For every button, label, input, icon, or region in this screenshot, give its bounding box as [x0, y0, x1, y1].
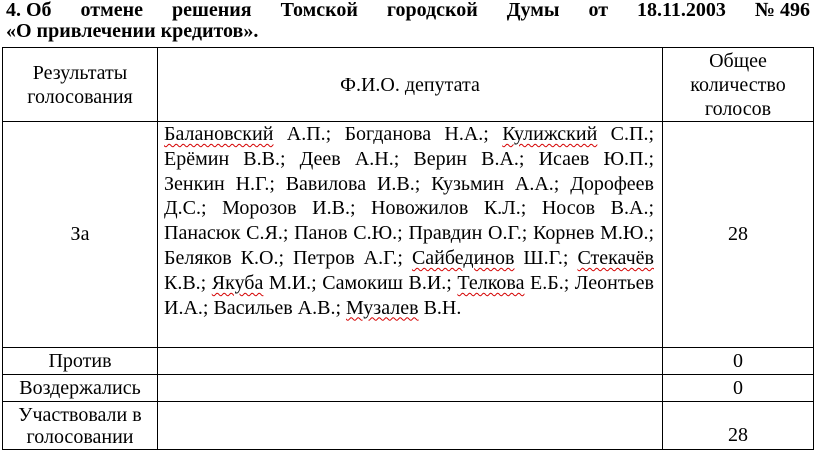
deputy-names-protiv: [158, 348, 663, 375]
header-vote-count: Общее количество голосов: [663, 48, 814, 122]
heading-line-1: [6, 0, 810, 21]
heading-word: решения: [171, 0, 252, 21]
deputy-names-text: К.В.;: [164, 271, 212, 294]
heading-word: от: [588, 0, 609, 21]
header-result: Результаты голосования: [3, 48, 158, 122]
deputy-names-za: [158, 122, 663, 348]
vote-count-protiv: 0: [663, 348, 814, 375]
table-row-protiv: [3, 348, 814, 375]
heading-word: 18.11.2003: [637, 0, 726, 21]
deputy-name-flagged: Телкова: [457, 271, 525, 294]
deputy-names-text: М.И.; Самокиш В.И.;: [263, 271, 458, 294]
deputy-names-text: Е.Б.; Леонтьев И.А.; Васильев А.В.;: [164, 271, 654, 319]
deputy-name-flagged: Балановский: [164, 123, 274, 145]
deputy-name-flagged: Музалев: [346, 296, 419, 319]
table-row-uchastvovali: [3, 402, 814, 450]
result-label-uchastvovali: Участвовали в голосовании: [3, 402, 158, 450]
heading-word: Думы: [506, 0, 560, 21]
agenda-item-heading: [6, 0, 810, 42]
deputy-names-text: С.П.; Ерёмин В.В.; Деев А.Н.; Верин В.А.; Исаев Ю.П.; Зенкин Н.Г.; Вавилова И.В.; Кузьмин А.А.; Дорофеев Д.С.; Морозов И.В.; Новожилов К.Л.; Носов В.А.; Панасюк С.Я.; Панов С.Ю.; Правдин О.Г.; Корнев М.Ю.; Беляков К.О.; Петров А.Г.;: [164, 123, 654, 269]
heading-word: отмене: [80, 0, 143, 21]
header-deputy-name: Ф.И.О. депутата: [158, 48, 663, 122]
voting-results-table: [2, 47, 814, 450]
vote-count-vozderzhalis: 0: [663, 375, 814, 402]
table-row-vozderzhalis: [3, 375, 814, 402]
result-label-za: За: [3, 122, 158, 348]
vote-count-uchastvovali: 28: [663, 402, 814, 450]
deputy-names-text: В.Н.: [418, 296, 462, 319]
deputy-names-uchastvovali: [158, 402, 663, 450]
vote-count-za: 28: [663, 122, 814, 348]
deputy-name-flagged: Стекачёв: [577, 246, 654, 269]
result-label-protiv: Против: [3, 348, 158, 375]
deputy-name-flagged: Кулижский: [502, 123, 598, 145]
deputy-name-flagged: Якуба: [211, 271, 264, 294]
deputy-names-vozderzhalis: [158, 375, 663, 402]
deputy-names-text: А.П.; Богданова Н.А.;: [273, 123, 503, 145]
heading-word: 4. Об: [6, 0, 52, 21]
deputy-names-text: Ш.Г.;: [514, 246, 578, 269]
deputy-name-flagged: Сайбединов: [411, 246, 515, 269]
table-row-za: [3, 122, 814, 348]
table-header-row: [3, 48, 814, 122]
heading-line-2: «О привлечении кредитов».: [6, 20, 259, 42]
heading-word: городской: [386, 0, 478, 21]
heading-word: Томской: [280, 0, 358, 21]
heading-word: № 496: [754, 0, 810, 21]
result-label-vozderzhalis: Воздержались: [3, 375, 158, 402]
